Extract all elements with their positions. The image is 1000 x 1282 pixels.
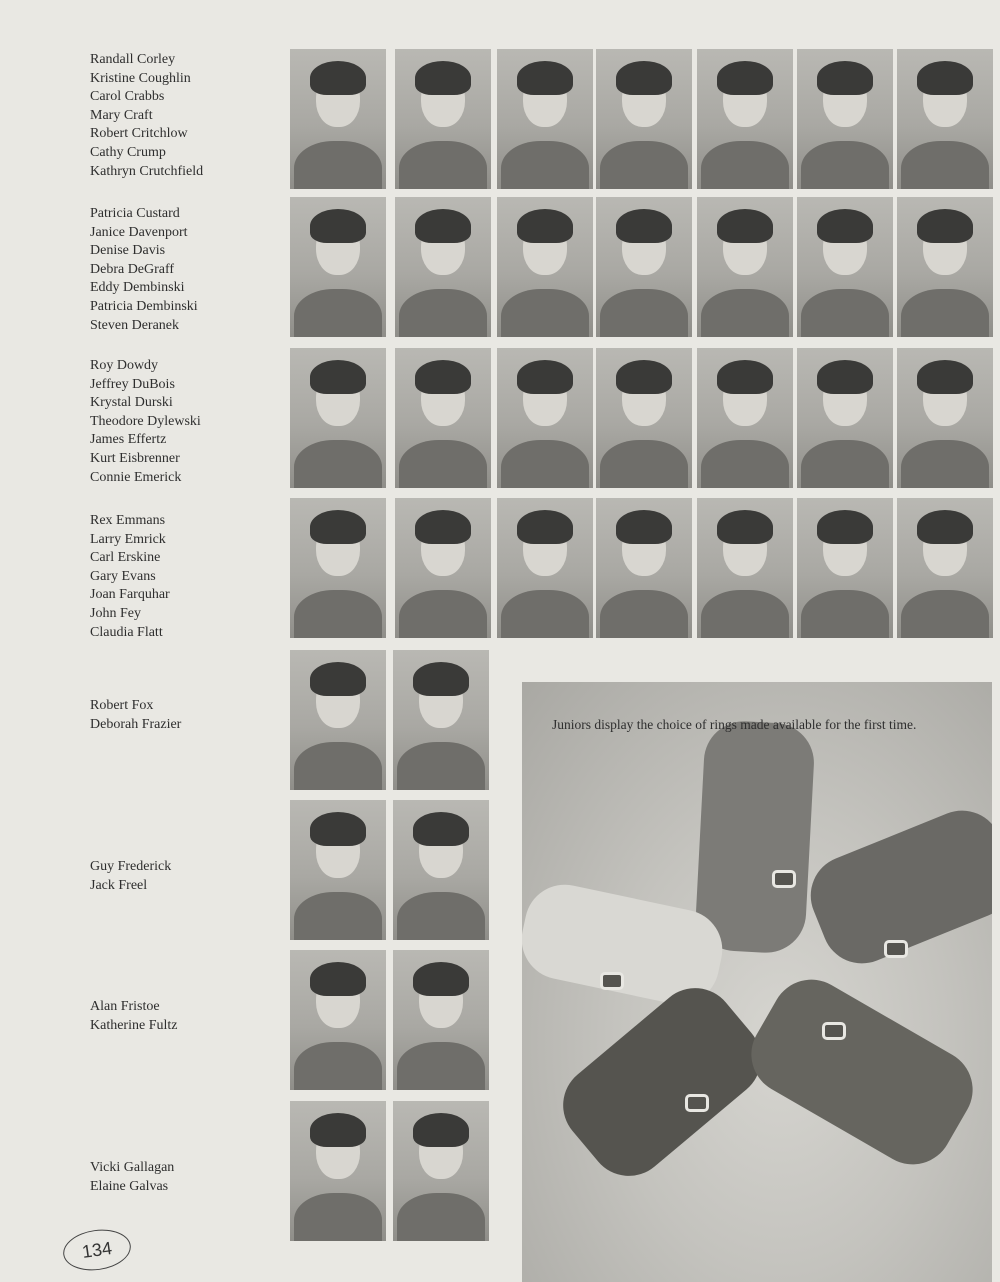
name-list-group-2 xyxy=(90,205,198,335)
student-name: Jack Freel xyxy=(90,877,148,893)
student-name: Janice Davenport xyxy=(90,224,188,240)
hand-bottom-right xyxy=(737,965,988,1179)
name-list-group-6 xyxy=(90,858,171,895)
student-name: Randall Corley xyxy=(90,52,176,67)
student-name: Mary Craft xyxy=(90,107,153,123)
student-name: Eddy Dembinski xyxy=(90,280,185,296)
hand-bottom-left xyxy=(547,972,777,1192)
student-name: Carol Crabbs xyxy=(90,89,165,105)
student-portrait xyxy=(395,348,491,488)
name-list-group-4 xyxy=(90,512,170,642)
student-portrait xyxy=(497,348,593,488)
student-portrait xyxy=(797,49,893,189)
student-name: Jeffrey DuBois xyxy=(90,376,175,392)
name-list-group-8 xyxy=(90,1159,174,1196)
student-name: Kathryn Crutchfield xyxy=(90,163,204,179)
student-portrait xyxy=(395,498,491,638)
name-list-group-1 xyxy=(90,51,203,181)
student-name: Denise Davis xyxy=(90,243,166,259)
student-name: Kristine Coughlin xyxy=(90,70,191,86)
student-portrait xyxy=(393,1101,489,1241)
student-name: Rex Emmans xyxy=(90,513,166,528)
student-portrait xyxy=(697,197,793,337)
student-portrait xyxy=(797,197,893,337)
ring xyxy=(685,1094,709,1112)
student-name: Connie Emerick xyxy=(90,469,182,485)
student-portrait xyxy=(697,498,793,638)
student-portrait xyxy=(290,1101,386,1241)
student-portrait xyxy=(290,498,386,638)
name-list-group-7 xyxy=(90,998,177,1035)
student-portrait xyxy=(897,348,993,488)
student-portrait xyxy=(497,498,593,638)
student-portrait xyxy=(393,650,489,790)
student-portrait xyxy=(290,348,386,488)
student-name: Cathy Crump xyxy=(90,144,166,160)
student-portrait xyxy=(897,197,993,337)
student-portrait xyxy=(395,49,491,189)
student-portrait xyxy=(897,49,993,189)
student-name: John Fey xyxy=(90,605,141,621)
student-name: Carl Erskine xyxy=(90,550,161,566)
rings-feature-photo xyxy=(522,682,992,1282)
student-name: Kurt Eisbrenner xyxy=(90,450,180,466)
student-name: Theodore Dylewski xyxy=(90,413,201,429)
student-portrait xyxy=(596,197,692,337)
student-portrait xyxy=(290,650,386,790)
ring xyxy=(600,972,624,990)
ring xyxy=(884,940,908,958)
student-portrait xyxy=(897,498,993,638)
student-name: Gary Evans xyxy=(90,568,156,584)
student-portrait xyxy=(290,49,386,189)
student-portrait xyxy=(393,800,489,940)
name-list-group-5 xyxy=(90,697,181,734)
name-list-group-3 xyxy=(90,357,201,487)
feature-caption: Juniors display the choice of rings made available for the first time. xyxy=(552,717,917,732)
student-portrait xyxy=(497,49,593,189)
student-name: Joan Farquhar xyxy=(90,587,170,603)
student-name: Patricia Custard xyxy=(90,206,180,221)
student-portrait xyxy=(497,197,593,337)
student-portrait xyxy=(290,800,386,940)
student-name: Krystal Durski xyxy=(90,395,173,411)
student-portrait xyxy=(697,49,793,189)
student-name: Roy Dowdy xyxy=(90,358,159,373)
student-name: Debra DeGraff xyxy=(90,261,175,277)
student-name: Katherine Fultz xyxy=(90,1017,178,1033)
student-name: Guy Frederick xyxy=(90,859,172,874)
student-name: Elaine Galvas xyxy=(90,1178,169,1194)
student-name: Robert Fox xyxy=(90,698,154,713)
student-portrait xyxy=(393,950,489,1090)
student-portrait xyxy=(797,348,893,488)
ring xyxy=(822,1022,846,1040)
student-name: Alan Fristoe xyxy=(90,999,160,1014)
student-name: Deborah Frazier xyxy=(90,716,182,732)
student-portrait xyxy=(290,950,386,1090)
student-name: Claudia Flatt xyxy=(90,624,163,640)
student-portrait xyxy=(596,498,692,638)
student-portrait xyxy=(596,49,692,189)
student-portrait xyxy=(290,197,386,337)
student-name: Patricia Dembinski xyxy=(90,298,198,314)
student-name: Robert Critchlow xyxy=(90,126,188,142)
student-name: James Effertz xyxy=(90,432,167,448)
student-portrait xyxy=(697,348,793,488)
hand-top xyxy=(694,719,816,954)
student-name: Larry Emrick xyxy=(90,531,166,547)
student-portrait xyxy=(395,197,491,337)
page-number: 134 xyxy=(61,1225,134,1274)
student-portrait xyxy=(797,498,893,638)
student-name: Vicki Gallagan xyxy=(90,1160,175,1175)
ring xyxy=(772,870,796,888)
student-portrait xyxy=(596,348,692,488)
student-name: Steven Deranek xyxy=(90,317,180,333)
